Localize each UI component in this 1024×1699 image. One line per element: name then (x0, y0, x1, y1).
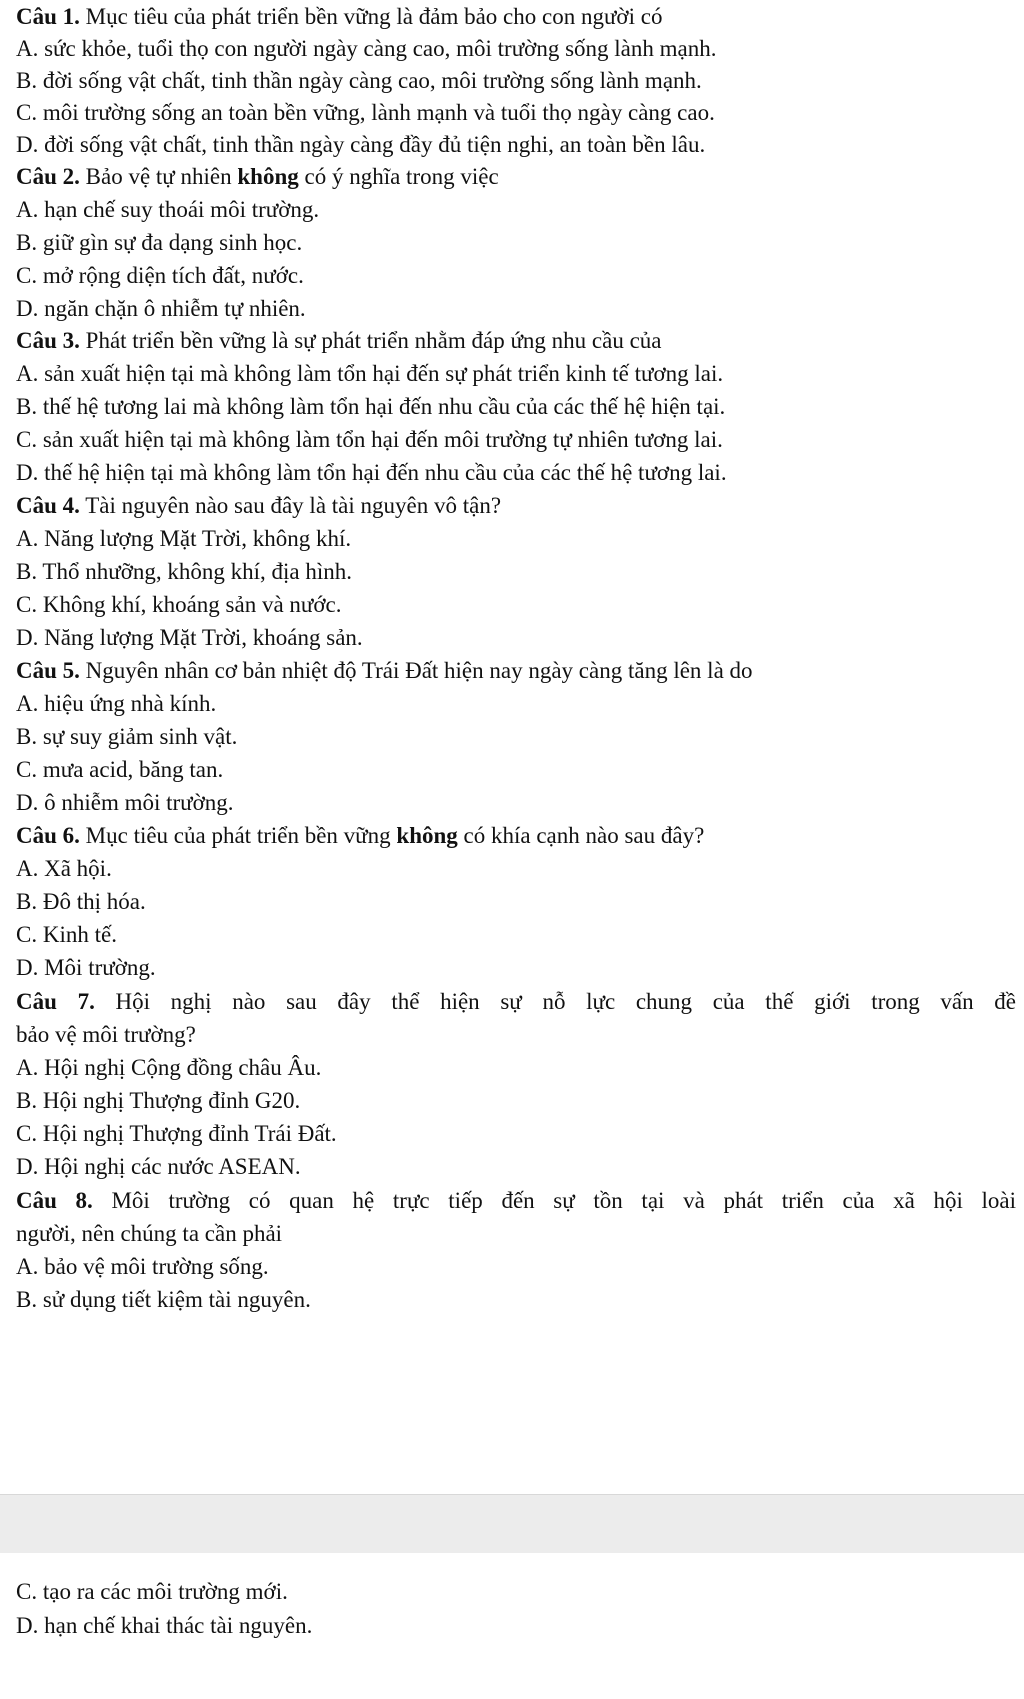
page-separator-band (0, 1494, 1024, 1554)
question-4-option-b: B. Thổ nhưỡng, không khí, địa hình. (16, 559, 352, 584)
question-4-option-c: C. Không khí, khoáng sản và nước. (16, 592, 342, 617)
document-page-bottom (0, 1553, 1024, 1699)
question-1-stem: Câu 1. Mục tiêu của phát triển bền vững là đảm bảo cho con người có (16, 4, 663, 29)
question-6-option-d: D. Môi trường. (16, 955, 156, 980)
question-8-option-d: D. hạn chế khai thác tài nguyên. (16, 1613, 313, 1638)
question-3-stem: Câu 3. Phát triển bền vững là sự phát triển nhằm đáp ứng nhu cầu của (16, 328, 662, 353)
question-2-option-d: D. ngăn chặn ô nhiễm tự nhiên. (16, 296, 306, 321)
question-7-option-b: B. Hội nghị Thượng đỉnh G20. (16, 1088, 301, 1113)
question-1-option-c: C. môi trường sống an toàn bền vững, lành mạnh và tuổi thọ ngày càng cao. (16, 100, 715, 125)
question-6-stem: Câu 6. Mục tiêu của phát triển bền vững không có khía cạnh nào sau đây? (16, 823, 705, 848)
question-6-option-a: A. Xã hội. (16, 856, 112, 881)
question-3-option-b: B. thế hệ tương lai mà không làm tổn hại đến nhu cầu của các thế hệ hiện tại. (16, 394, 726, 419)
question-8-option-a: A. bảo vệ môi trường sống. (16, 1254, 269, 1279)
question-7-option-a: A. Hội nghị Cộng đồng châu Âu. (16, 1055, 322, 1080)
question-4-label: Câu 4. (16, 493, 80, 518)
question-1-option-a: A. sức khỏe, tuổi thọ con người ngày càng cao, môi trường sống lành mạnh. (16, 36, 717, 61)
question-7-option-c: C. Hội nghị Thượng đỉnh Trái Đất. (16, 1121, 337, 1146)
question-3-option-d: D. thế hệ hiện tại mà không làm tổn hại đến nhu cầu của các thế hệ tương lai. (16, 460, 727, 485)
question-2-label: Câu 2. (16, 164, 80, 189)
question-7-option-d: D. Hội nghị các nước ASEAN. (16, 1154, 301, 1179)
question-8-stem-continued: người, nên chúng ta cần phải (16, 1221, 283, 1246)
question-6-label: Câu 6. (16, 823, 80, 848)
question-3-option-c: C. sản xuất hiện tại mà không làm tổn hại đến môi trường tự nhiên tương lai. (16, 427, 723, 452)
question-3-option-a: A. sản xuất hiện tại mà không làm tổn hại đến sự phát triển kinh tế tương lai. (16, 361, 724, 386)
question-6-option-b: B. Đô thị hóa. (16, 889, 146, 914)
question-2-option-b: B. giữ gìn sự đa dạng sinh học. (16, 230, 303, 255)
question-5-stem: Câu 5. Nguyên nhân cơ bản nhiệt độ Trái Đất hiện nay ngày càng tăng lên là do (16, 658, 753, 683)
question-5-option-c: C. mưa acid, băng tan. (16, 757, 224, 782)
question-2-emphasis: không (237, 164, 299, 189)
question-6-option-c: C. Kinh tế. (16, 922, 117, 947)
question-5-label: Câu 5. (16, 658, 80, 683)
question-4-stem: Câu 4. Tài nguyên nào sau đây là tài nguyên vô tận? (16, 493, 502, 518)
question-1-option-d: D. đời sống vật chất, tinh thần ngày càng đầy đủ tiện nghi, an toàn bền lâu. (16, 132, 706, 157)
question-1-label: Câu 1. (16, 4, 80, 29)
question-8-option-b: B. sử dụng tiết kiệm tài nguyên. (16, 1287, 311, 1312)
question-1-option-b: B. đời sống vật chất, tinh thần ngày càng cao, môi trường sống lành mạnh. (16, 68, 702, 93)
question-4-option-d: D. Năng lượng Mặt Trời, khoáng sản. (16, 625, 363, 650)
question-5-option-b: B. sự suy giảm sinh vật. (16, 724, 238, 749)
question-5-option-a: A. hiệu ứng nhà kính. (16, 691, 217, 716)
question-7-stem: Câu 7. Hội nghị nào sau đây thể hiện sự nỗ lực chung của thế giới trong vấn đề (16, 989, 1016, 1014)
question-7-stem-continued: bảo vệ môi trường? (16, 1022, 196, 1047)
question-6-emphasis: không (396, 823, 458, 848)
question-2-option-c: C. mở rộng diện tích đất, nước. (16, 263, 304, 288)
question-3-label: Câu 3. (16, 328, 80, 353)
question-4-option-a: A. Năng lượng Mặt Trời, không khí. (16, 526, 352, 551)
question-5-option-d: D. ô nhiễm môi trường. (16, 790, 234, 815)
question-7-label: Câu 7. (16, 989, 95, 1014)
question-8-stem: Câu 8. Môi trường có quan hệ trực tiếp đến sự tồn tại và phát triển của xã hội loài (16, 1188, 1016, 1213)
question-2-option-a: A. hạn chế suy thoái môi trường. (16, 197, 320, 222)
question-8-option-c: C. tạo ra các môi trường mới. (16, 1579, 288, 1604)
question-8-label: Câu 8. (16, 1188, 93, 1213)
question-2-stem: Câu 2. Bảo vệ tự nhiên không có ý nghĩa trong việc (16, 164, 499, 189)
